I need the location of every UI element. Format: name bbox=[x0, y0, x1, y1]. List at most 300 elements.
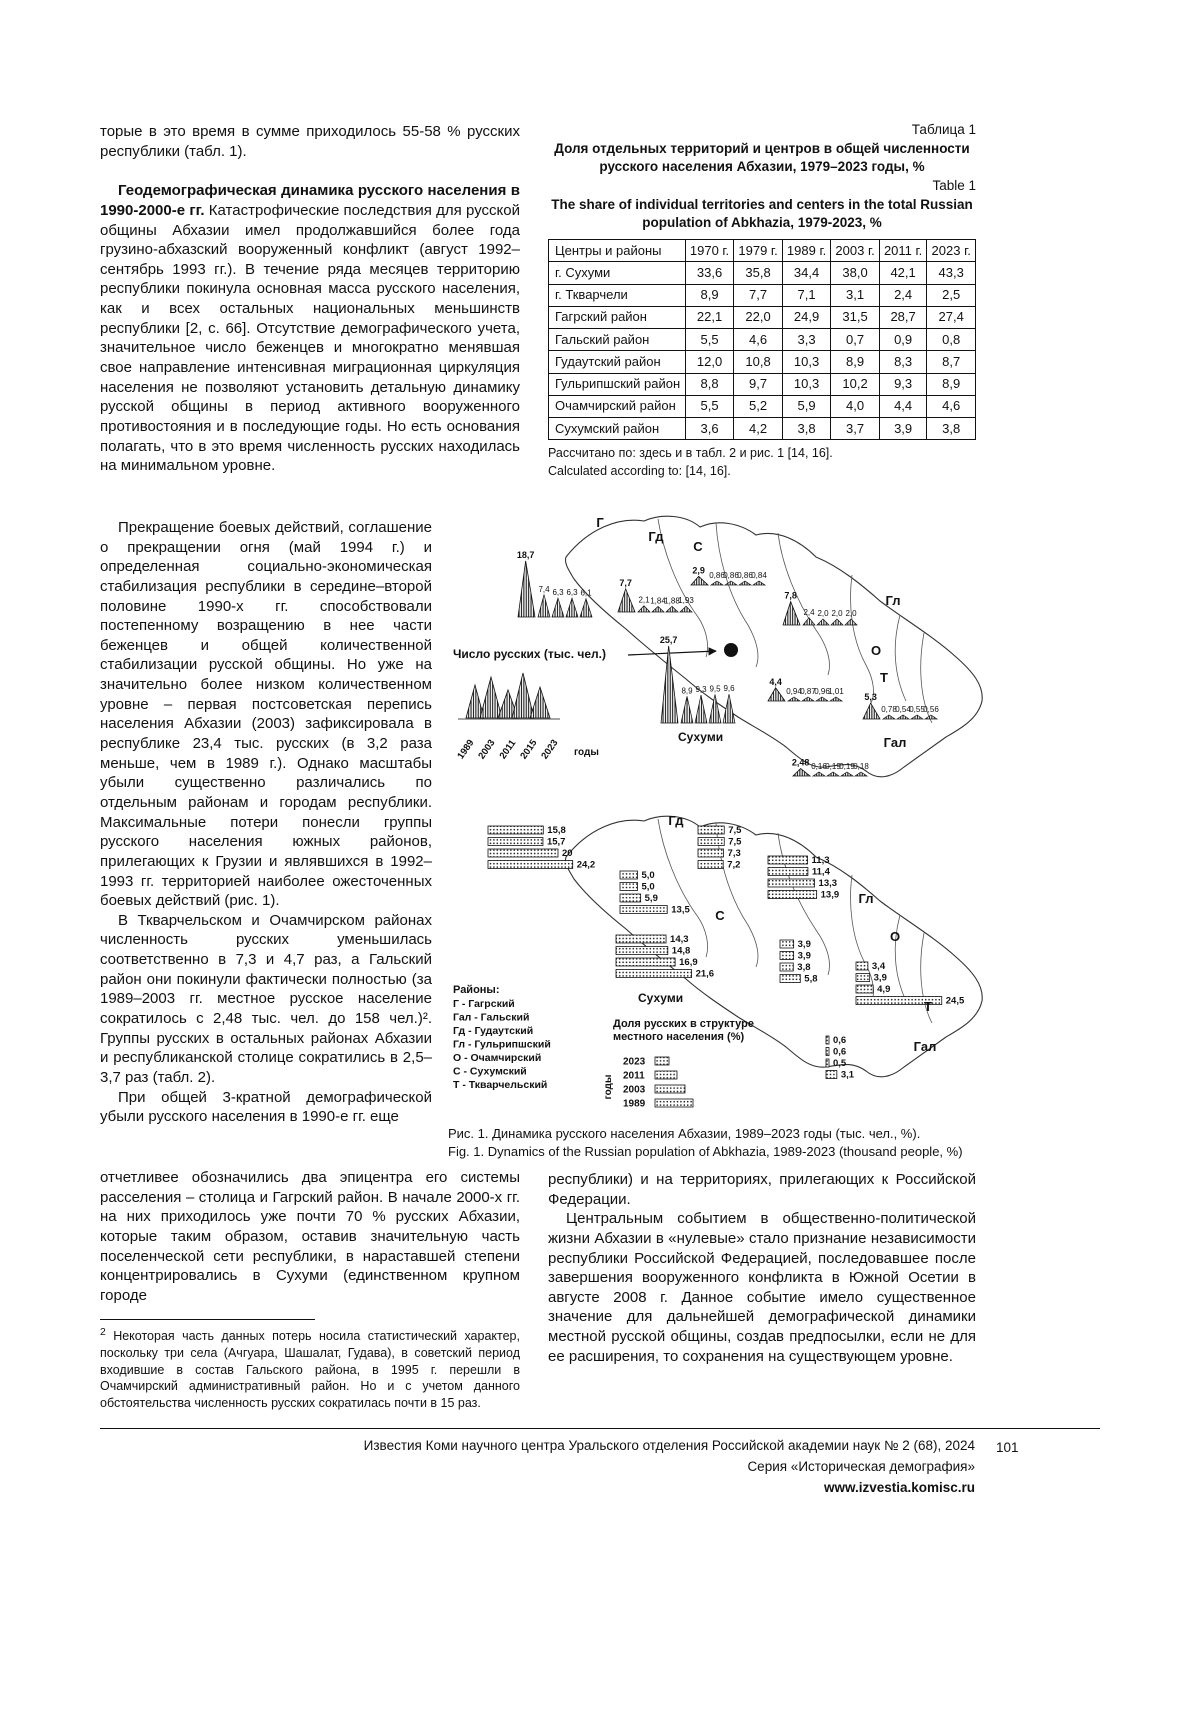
peak bbox=[817, 619, 829, 625]
table-cell: 8,9 bbox=[831, 351, 880, 373]
peak bbox=[788, 697, 800, 701]
district-legend-item: Гал - Гальский bbox=[453, 1011, 530, 1024]
bar-chart bbox=[616, 934, 714, 980]
peak bbox=[841, 772, 853, 776]
table-header-row bbox=[549, 240, 976, 262]
table-cell: Гудаутский район bbox=[549, 351, 686, 373]
legend-peaks-icon bbox=[458, 673, 560, 719]
chart-label: 24,2 bbox=[576, 859, 596, 871]
bar-chart bbox=[620, 870, 690, 916]
peak bbox=[739, 581, 751, 585]
table-row bbox=[549, 395, 976, 417]
table-cell: 4,6 bbox=[927, 395, 976, 417]
table-cell: 8,8 bbox=[685, 373, 734, 395]
legend-year-label: 2003 bbox=[623, 1084, 646, 1096]
bar bbox=[620, 883, 638, 891]
chart-label: 2,1 bbox=[638, 595, 650, 605]
chart-label: 2,0 bbox=[845, 609, 857, 618]
table-cell: 4,6 bbox=[734, 329, 783, 351]
paragraph: республики) и на территориях, прилегающих к Российской Федерации. bbox=[548, 1171, 976, 1208]
region-label: С bbox=[715, 908, 725, 923]
table-cell: 22,1 bbox=[685, 306, 734, 328]
city-label-bottom: Сухуми bbox=[638, 991, 684, 1005]
chart-label: 3,9 bbox=[797, 950, 811, 962]
figure-caption-en: Fig. 1. Dynamics of the Russian population of Abkhazia, 1989-2023 (thousand people, %) bbox=[448, 1144, 963, 1160]
table-cell: 3,1 bbox=[831, 284, 880, 306]
chart-label: 3,1 bbox=[840, 1069, 855, 1081]
peak bbox=[783, 602, 800, 625]
chart-label: 0,6 bbox=[833, 1046, 847, 1058]
left-column-top bbox=[100, 122, 520, 476]
bar-chart bbox=[768, 855, 839, 901]
bar bbox=[620, 894, 641, 902]
legend-year-label: 2023 bbox=[539, 737, 561, 762]
bar bbox=[620, 906, 667, 914]
chart-label: 0,6 bbox=[833, 1035, 847, 1046]
chart-label: 25,7 bbox=[659, 634, 678, 645]
bar bbox=[616, 947, 668, 955]
legend-year-label: 1989 bbox=[623, 1098, 646, 1110]
bar bbox=[488, 861, 573, 869]
table-header-cell: 1979 г. bbox=[734, 240, 783, 262]
table-cell: 8,7 bbox=[927, 351, 976, 373]
chart-label: 3,9 bbox=[873, 972, 887, 984]
chart-label: 4,4 bbox=[769, 676, 782, 687]
chart-label: 7,8 bbox=[784, 590, 797, 601]
chart-label: 2,9 bbox=[692, 565, 705, 576]
district-legend-item: О - Очамчирский bbox=[453, 1052, 542, 1064]
table-header-cell: Центры и районы bbox=[549, 240, 686, 262]
paragraph: При общей 3-кратной демографической убыли русского населения в 1990-е гг. еще bbox=[100, 1088, 432, 1126]
chart-label: 0,86 bbox=[709, 571, 725, 580]
table-row bbox=[549, 284, 976, 306]
region-label: Г bbox=[596, 515, 604, 530]
chart-label: 3,8 bbox=[797, 962, 811, 973]
paragraph: отчетливее обозначились два эпицентра его системы расселения – столица и Гагрский район. В начале 2000-х гг. на них приходилось уже почти 70 % русских Абхазии, которые таким образом, оставив значительную часть поселенческой сети республики, в нараставшей степени концентрировались в Сухуми (единственном крупном городе bbox=[100, 1169, 520, 1304]
footnote-marker: 2 bbox=[100, 1327, 106, 1339]
chart-label: 7,7 bbox=[619, 577, 632, 588]
legend-year-label: 2003 bbox=[476, 737, 498, 762]
section-heading-inline: Геодемографическая динамика русского населения в 1990-2000-е гг. bbox=[100, 182, 520, 219]
table-row bbox=[549, 329, 976, 351]
chart-label: 13,9 bbox=[820, 889, 840, 901]
bar bbox=[488, 838, 543, 846]
peak bbox=[753, 581, 765, 585]
table-cell: г. Сухуми bbox=[549, 262, 686, 284]
region-label: Гл bbox=[858, 891, 874, 906]
paragraph-section bbox=[100, 181, 520, 476]
legend-year-label: 2015 bbox=[518, 737, 540, 762]
peak bbox=[618, 589, 635, 612]
bar bbox=[856, 974, 870, 982]
chart-label: 2,4 bbox=[803, 607, 815, 617]
table-cell: 43,3 bbox=[927, 262, 976, 284]
legend-year-label: 2011 bbox=[497, 737, 519, 762]
chart-label: 2,0 bbox=[817, 609, 829, 618]
peak bbox=[855, 772, 867, 776]
chart-label: 6,3 bbox=[566, 588, 578, 598]
peak bbox=[830, 697, 842, 701]
peak-chart bbox=[792, 758, 869, 776]
peak bbox=[538, 595, 550, 617]
bar bbox=[616, 970, 692, 978]
footer bbox=[100, 1436, 975, 1499]
table-cell: 3,8 bbox=[782, 418, 831, 440]
table-cell: 8,9 bbox=[685, 284, 734, 306]
table-cell: 8,3 bbox=[879, 351, 927, 373]
region-label: Гд bbox=[668, 813, 684, 828]
bar-chart bbox=[488, 825, 595, 871]
table-row bbox=[549, 373, 976, 395]
peak bbox=[831, 619, 843, 625]
chart-label: 2,48 bbox=[791, 757, 810, 768]
table-cell: 33,6 bbox=[685, 262, 734, 284]
table-cell: 38,0 bbox=[831, 262, 880, 284]
footer-url: www.izvestia.komisc.ru bbox=[823, 1479, 975, 1495]
bar bbox=[826, 1071, 837, 1079]
bar-chart bbox=[698, 825, 742, 871]
peak-chart bbox=[660, 635, 735, 723]
table-cell: 7,7 bbox=[734, 284, 783, 306]
bar bbox=[616, 935, 666, 943]
districts-legend-title: Районы: bbox=[453, 984, 500, 996]
peak bbox=[768, 688, 785, 701]
bar bbox=[780, 940, 794, 948]
bar bbox=[488, 826, 543, 834]
chart-label: 0,54 bbox=[895, 705, 911, 714]
chart-label: 21,6 bbox=[695, 968, 715, 980]
right-column-bottom bbox=[548, 1170, 976, 1366]
paragraph-continuation: торые в это время в сумме приходилось 55-58 % русских республики (табл. 1). bbox=[100, 123, 520, 160]
footer-journal-line: Известия Коми научного центра Уральского отделения Российской академии наук № 2 (68), 2024 bbox=[363, 1438, 975, 1453]
legend-years-axis-label: годы bbox=[574, 747, 599, 758]
peak-chart bbox=[863, 692, 939, 719]
bar-chart bbox=[826, 1035, 855, 1081]
paragraph-text: Катастрофические последствия для русской общины Абхазии имел продолжавшийся более года грузино-абхазский вооруженный конфликт (август 1992–сентябрь 1993 гг.). В течение ряда месяцев территорию республики покинула основная масса русского населения, как и всех остальных национальных меньшинств республики [2, с. 66]. Отсутствие демографического учета, значительное число беженцев и многократно менявшая свое направление интенсивная миграционная циркуляция населения не позволяют установить детальную динамику русской общины в период активного вооруженного противостояния и в последующие годы. Но есть основания полагать, что в это время численность русских находилась на минимальном уровне. bbox=[100, 201, 521, 475]
sukhumi-pointer-arrow bbox=[628, 651, 716, 655]
table-header-cell: 1989 г. bbox=[782, 240, 831, 262]
legend-year-label: 2023 bbox=[623, 1056, 646, 1068]
peak bbox=[695, 695, 707, 723]
chart-label: 14,8 bbox=[671, 945, 691, 957]
chart-label: 18,7 bbox=[516, 549, 535, 560]
footnote-rule bbox=[100, 1319, 315, 1320]
table-row bbox=[549, 351, 976, 373]
map-top bbox=[565, 516, 982, 777]
peak bbox=[566, 598, 578, 617]
table-row bbox=[549, 418, 976, 440]
chart-label: 11,4 bbox=[811, 866, 830, 878]
peak bbox=[711, 581, 723, 585]
peak bbox=[661, 646, 678, 723]
chart-label: 3,4 bbox=[871, 961, 886, 972]
chart-label: 16,9 bbox=[679, 957, 698, 968]
chart-label: 0,87 bbox=[800, 687, 816, 696]
chart-label: 0,78 bbox=[881, 705, 897, 714]
bar bbox=[698, 849, 724, 857]
table-cell: Сухумский район bbox=[549, 418, 686, 440]
bar bbox=[826, 1048, 829, 1056]
chart-label: 6,1 bbox=[580, 588, 592, 598]
peak bbox=[911, 715, 923, 719]
chart-label: 0,56 bbox=[923, 705, 939, 714]
table-cell: 3,8 bbox=[927, 418, 976, 440]
bar bbox=[826, 1059, 829, 1067]
table-cell: 3,3 bbox=[782, 329, 831, 351]
table-cell: 10,3 bbox=[782, 373, 831, 395]
chart-label: 15,7 bbox=[546, 836, 566, 848]
chart-label: 0,55 bbox=[909, 705, 925, 714]
bar bbox=[768, 879, 815, 887]
table-cell: 0,7 bbox=[831, 329, 880, 351]
peak bbox=[725, 581, 737, 585]
chart-label: 9,6 bbox=[723, 684, 735, 694]
table-header-cell: 2023 г. bbox=[927, 240, 976, 262]
table-cell: 0,8 bbox=[927, 329, 976, 351]
paragraph: Центральным событием в общественно-политической жизни Абхазии в «нулевые» стало признание независимости республики Российской Федерацией, последовавшее после завершения вооруженного конфликта в Южной Осетии в августе 2008 г. Данное событие имело существенное значение для дальнейшей демографической динамики местной русской общины, создав предпосылки, если не для ее расширения, то сохранения на существующем уровне. bbox=[548, 1210, 976, 1365]
peak bbox=[816, 697, 828, 701]
peak-chart bbox=[768, 677, 844, 701]
table-cell: 28,7 bbox=[879, 306, 927, 328]
left-column-middle bbox=[100, 518, 432, 1127]
legend-years-axis-label: годы bbox=[603, 1074, 614, 1100]
bar bbox=[768, 891, 817, 899]
district-legend-item: Гл - Гульрипшский bbox=[453, 1038, 551, 1051]
chart-label: 8,9 bbox=[681, 686, 693, 696]
peak bbox=[803, 618, 815, 625]
table-cell: 12,0 bbox=[685, 351, 734, 373]
table-header-cell: 2003 г. bbox=[831, 240, 880, 262]
table-header-cell: 2011 г. bbox=[879, 240, 927, 262]
chart-label: 5,8 bbox=[804, 973, 818, 985]
region-label: С bbox=[693, 539, 703, 554]
share-legend-title-1: Доля русских в структуре bbox=[613, 1018, 754, 1030]
table-cell: 5,2 bbox=[734, 395, 783, 417]
chart-label: 0,19 bbox=[839, 762, 855, 771]
bar bbox=[488, 849, 558, 857]
table-cell: 27,4 bbox=[927, 306, 976, 328]
region-label: Т bbox=[924, 999, 932, 1014]
chart-label: 14,3 bbox=[670, 934, 689, 945]
footer-rule bbox=[100, 1428, 1100, 1429]
chart-label: 7,4 bbox=[538, 584, 550, 594]
bar bbox=[780, 975, 800, 983]
region-label: О bbox=[870, 643, 882, 658]
peak bbox=[827, 772, 839, 776]
table-title-en: The share of individual territories and centers in the total Russian population of Abkhazia, 1979-2023, % bbox=[551, 197, 973, 230]
table-note-en: Calculated according to: [14, 16]. bbox=[548, 463, 731, 478]
bar bbox=[768, 856, 808, 864]
peak bbox=[863, 703, 880, 719]
chart-label: 5,0 bbox=[641, 870, 655, 881]
peak bbox=[845, 619, 857, 625]
table-cell: 3,6 bbox=[685, 418, 734, 440]
bar bbox=[780, 963, 793, 971]
region-label: Гал bbox=[913, 1039, 937, 1054]
bar bbox=[616, 958, 675, 966]
district-legend-item: С - Сухумский bbox=[453, 1065, 527, 1078]
peak bbox=[897, 715, 909, 719]
sukhumi-dot bbox=[724, 643, 738, 657]
table-cell: 5,5 bbox=[685, 395, 734, 417]
table-note-ru: Рассчитано по: здесь и в табл. 2 и рис. 1 [14, 16]. bbox=[548, 446, 833, 461]
chart-label: 1,93 bbox=[678, 596, 694, 606]
footnote bbox=[100, 1326, 520, 1411]
table-cell: 22,0 bbox=[734, 306, 783, 328]
bar bbox=[768, 868, 808, 876]
table-cell: 5,9 bbox=[782, 395, 831, 417]
table-block bbox=[548, 122, 976, 479]
region-label: Т bbox=[880, 670, 888, 685]
peak-chart bbox=[517, 550, 592, 617]
table-cell: 9,7 bbox=[734, 373, 783, 395]
district-legend-item: Гд - Гудаутский bbox=[453, 1025, 534, 1037]
bar bbox=[698, 861, 723, 869]
footer-series-line: Серия «Историческая демография» bbox=[747, 1458, 975, 1474]
chart-label: 11,3 bbox=[811, 855, 830, 866]
table-label-ru: Таблица 1 bbox=[911, 122, 976, 137]
chart-label: 7,5 bbox=[728, 825, 742, 836]
chart-label: 20 bbox=[562, 848, 573, 859]
peak bbox=[680, 606, 692, 612]
figure-caption-ru: Рис. 1. Динамика русского населения Абхазии, 1989–2023 годы (тыс. чел., %). bbox=[448, 1126, 921, 1141]
table-cell: 34,4 bbox=[782, 262, 831, 284]
district-legend-item: Т - Ткварчельский bbox=[453, 1079, 548, 1091]
peak bbox=[793, 769, 810, 776]
bar bbox=[698, 838, 724, 846]
chart-label: 13,3 bbox=[818, 878, 838, 889]
chart-label: 5,9 bbox=[644, 893, 658, 904]
page-number: 101 bbox=[996, 1440, 1019, 1455]
peak bbox=[925, 715, 937, 719]
chart-label: 0,5 bbox=[833, 1058, 847, 1069]
table-cell: Гагрский район bbox=[549, 306, 686, 328]
chart-label: 0,86 bbox=[737, 571, 753, 580]
table-cell: 4,0 bbox=[831, 395, 880, 417]
chart-label: 7,3 bbox=[727, 848, 741, 859]
region-label: Гал bbox=[883, 735, 907, 750]
chart-label: 5,0 bbox=[641, 881, 655, 893]
legend-year-label: 1989 bbox=[455, 737, 477, 762]
table-cell: Гальский район bbox=[549, 329, 686, 351]
peak bbox=[666, 606, 678, 612]
legend-sample-bar bbox=[655, 1057, 669, 1065]
chart-label: 7,5 bbox=[728, 836, 742, 848]
legend-sample-bar bbox=[655, 1099, 693, 1107]
figure-block bbox=[448, 505, 993, 1161]
peak bbox=[681, 696, 693, 723]
chart-label: 0,96 bbox=[814, 687, 830, 696]
table-cell: 3,7 bbox=[831, 418, 880, 440]
figure-svg bbox=[448, 505, 993, 1120]
peak bbox=[813, 772, 825, 776]
paragraph: В Ткварчельском и Очамчирском районах численность русских уменьшилась соответственно в 7,3 и 4,7 раз, а Гальский район они покинули фактически полностью (за 1989–2003 гг. местное русское население сократилось с 2,48 тыс. чел. до 158 чел.)². Группы русских в остальных районах Абхазии и республиканской столице сократились в 2,5–3,7 раз (табл. 2). bbox=[100, 911, 432, 1086]
chart-label: 7,2 bbox=[727, 859, 741, 871]
legend-year-label: 2011 bbox=[623, 1070, 645, 1082]
peak bbox=[518, 561, 535, 617]
chart-label: 0,86 bbox=[723, 571, 739, 580]
table-title-ru: Доля отдельных территорий и центров в общей численности русского населения Абхазии, 1979–2023 годы, % bbox=[554, 141, 970, 174]
table-cell: 24,9 bbox=[782, 306, 831, 328]
table-cell: 10,8 bbox=[734, 351, 783, 373]
legend-sample-bar bbox=[655, 1085, 685, 1093]
data-table bbox=[548, 239, 976, 440]
chart-label: 0,18 bbox=[853, 762, 869, 771]
table-cell: Очамчирский район bbox=[549, 395, 686, 417]
bar bbox=[780, 952, 794, 960]
table-cell: Гульрипшский район bbox=[549, 373, 686, 395]
top-legend-title: Число русских (тыс. чел.) bbox=[453, 647, 606, 661]
peak bbox=[802, 697, 814, 701]
chart-label: 13,5 bbox=[671, 904, 690, 916]
table-cell: 7,1 bbox=[782, 284, 831, 306]
bar-chart bbox=[780, 939, 818, 985]
chart-label: 2,0 bbox=[831, 609, 843, 618]
chart-label: 9,5 bbox=[709, 684, 721, 694]
region-label: Гл bbox=[885, 593, 901, 608]
table-cell: 2,4 bbox=[879, 284, 927, 306]
chart-label: 24,5 bbox=[945, 995, 965, 1007]
chart-label: 0,19 bbox=[825, 762, 841, 771]
chart-label: 0,84 bbox=[751, 571, 767, 580]
table-cell: 4,4 bbox=[879, 395, 927, 417]
chart-label: 15,8 bbox=[547, 825, 566, 836]
city-label-top: Сухуми bbox=[678, 730, 724, 744]
table-cell: 9,3 bbox=[879, 373, 927, 395]
table-cell: 31,5 bbox=[831, 306, 880, 328]
bar bbox=[856, 985, 873, 993]
chart-label: 1,01 bbox=[828, 687, 844, 696]
chart-label: 4,9 bbox=[877, 984, 891, 995]
chart-label: 1,88 bbox=[664, 596, 680, 606]
legend-sample-bar bbox=[655, 1071, 677, 1079]
peak-chart bbox=[691, 565, 767, 585]
bar bbox=[856, 962, 868, 970]
table-cell: 2,5 bbox=[927, 284, 976, 306]
bar bbox=[620, 871, 638, 879]
chart-label: 5,3 bbox=[864, 692, 877, 703]
bar bbox=[698, 826, 724, 834]
left-column-bottom bbox=[100, 1168, 520, 1411]
bar bbox=[826, 1036, 829, 1044]
peak bbox=[552, 598, 564, 617]
table-cell: 0,9 bbox=[879, 329, 927, 351]
region-label: О bbox=[889, 929, 901, 944]
peak bbox=[691, 576, 708, 585]
table-cell: г. Ткварчели bbox=[549, 284, 686, 306]
table-cell: 5,5 bbox=[685, 329, 734, 351]
district-legend-item: Г - Гагрский bbox=[453, 998, 515, 1010]
paragraph: Прекращение боевых действий, соглашение о прекращении огня (май 1994 г.) и определенная социально-экономическая стабилизация республики в середине–второй половине 1990-х гг. способствовали постепенному возращению в нее части беженцев и общей количественной стабилизации русской общины. Но уже на значительно более низком количественном уровне – первая постсоветская перепись населения Абхазии (2003) зафиксировала в республике 23,4 тыс. русских (в 3,2 раза меньше, чем в 1989 г.). Однако масштабы убыли существенно различались по отдельным районам и городам республики. Максимальные потери понесли группы русского населения южных районов, прилегающих к Грузии и являвшихся в 1992–1993 гг. территорией наиболее ожесточенных боевых действий (рис. 1). bbox=[100, 519, 432, 910]
chart-label: 6,3 bbox=[552, 588, 564, 598]
peak-chart bbox=[783, 591, 857, 625]
chart-label: 9,3 bbox=[695, 685, 707, 695]
table-cell: 8,9 bbox=[927, 373, 976, 395]
table-cell: 10,3 bbox=[782, 351, 831, 373]
peak bbox=[580, 599, 592, 617]
table-cell: 10,2 bbox=[831, 373, 880, 395]
footnote-text: Некоторая часть данных потерь носила статистический характер, поскольку три села (Ачгуара, Шашалат, Гудава), в советский период входившие в состав Гальского района, в 1995 г. перешли в Очамчирский административный район. Но и с учетом данного обстоятельства численность русских сократилась почти в 15 раз. bbox=[100, 1329, 520, 1410]
peak-chart bbox=[618, 578, 694, 612]
chart-label: 1,84 bbox=[650, 596, 666, 606]
table-cell: 35,8 bbox=[734, 262, 783, 284]
table-cell: 4,2 bbox=[734, 418, 783, 440]
bar-chart bbox=[856, 961, 965, 1007]
chart-label: 3,9 bbox=[797, 939, 811, 950]
table-cell: 42,1 bbox=[879, 262, 927, 284]
table-row bbox=[549, 262, 976, 284]
region-label: Гд bbox=[648, 529, 664, 544]
